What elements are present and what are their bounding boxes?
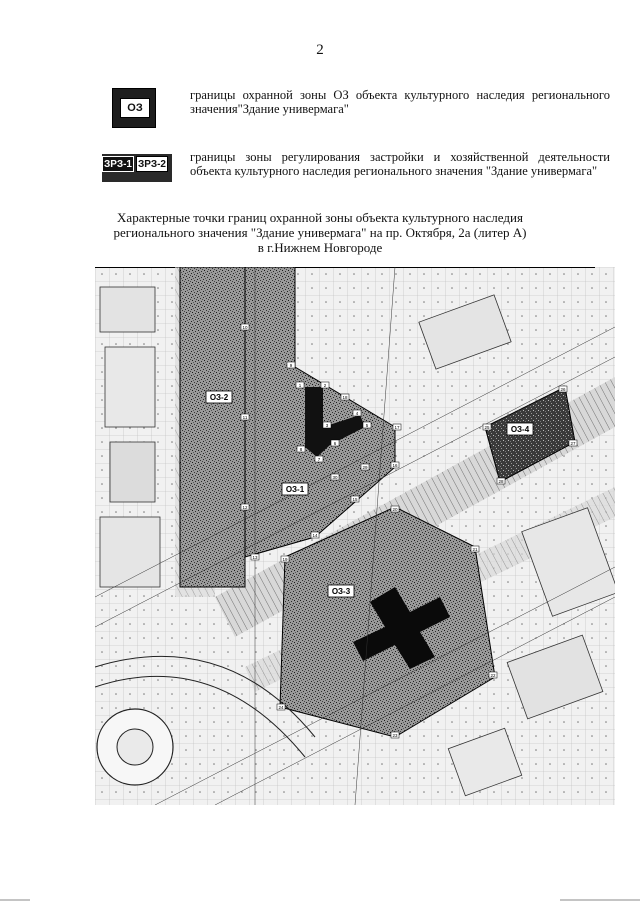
point-marker-number: 19 (282, 557, 288, 562)
point-marker-number: 28 (498, 479, 504, 484)
page-number: 2 (316, 42, 324, 58)
zone-label-oz2 (206, 391, 232, 403)
point-marker-number: 24 (278, 705, 284, 710)
point-marker-number: 4 (355, 411, 359, 416)
zone-label-oz3-text: ОЗ-3 (331, 587, 351, 596)
point-marker-number: 20 (392, 507, 398, 512)
legend-text-oz: границы охранной зоны ОЗ объекта культурного наследия регионального значения"Здание универмага" (190, 88, 610, 116)
zone-label-oz4-text: ОЗ-4 (510, 425, 530, 434)
cadastral-map (95, 267, 615, 805)
point-marker-number: 21 (472, 547, 478, 552)
point-marker-number: 8 (299, 447, 303, 452)
point-marker-number: 29 (362, 465, 368, 470)
scan-edge (0, 895, 640, 905)
zone-label-oz3 (328, 585, 354, 597)
map-caption (60, 210, 580, 255)
point-marker-number: 18 (342, 395, 348, 400)
point-marker-number: 9 (289, 363, 293, 368)
point-marker-number: 27 (570, 441, 576, 446)
point-marker-number: 23 (392, 733, 398, 738)
point-marker-number: 13 (252, 555, 258, 560)
zrz1-symbol-label: ЗРЗ-1 (102, 156, 134, 172)
zone-label-oz4 (507, 423, 533, 435)
point-marker-number: 14 (312, 533, 318, 538)
point-marker-number: 30 (332, 475, 338, 480)
zone-oz2 (180, 267, 245, 587)
point-marker-number: 3 (325, 423, 329, 428)
point-marker-number: 22 (490, 673, 496, 678)
caption-line-2: регионального значения "Здание универмага" на пр. Октября, 2а (литер А) (113, 225, 527, 240)
point-marker-number: 2 (323, 383, 327, 388)
zone-label-oz2-text: ОЗ-2 (209, 393, 229, 402)
point-marker-number: 17 (394, 425, 400, 430)
point-marker-number: 26 (560, 387, 566, 392)
caption-line-3: в г.Нижнем Новгороде (257, 240, 383, 255)
point-marker-number: 16 (392, 463, 398, 468)
point-marker-number: 11 (242, 415, 248, 420)
legend-item-zrz (100, 150, 610, 198)
oz-symbol-label: ОЗ (120, 98, 150, 118)
point-marker-number: 25 (484, 425, 490, 430)
point-marker-number: 1 (298, 383, 302, 388)
zone-label-oz1 (282, 483, 308, 495)
legend-item-oz (100, 88, 610, 134)
oz-zone-symbol (112, 88, 156, 128)
point-marker-number: 10 (242, 325, 248, 330)
zone-label-oz1-text: ОЗ-1 (285, 485, 305, 494)
point-marker-number: 12 (242, 505, 248, 510)
point-marker-number: 7 (317, 457, 321, 462)
point-marker-number: 15 (352, 497, 358, 502)
zrz2-symbol-label: ЗРЗ-2 (136, 156, 168, 172)
caption-line-1: Характерные точки границ охранной зоны объекта культурного наследия (117, 210, 523, 225)
point-marker-number: 6 (333, 441, 337, 446)
point-marker-number: 5 (365, 423, 369, 428)
legend-text-zrz: границы зоны регулирования застройки и хозяйственной деятельности объекта культурного наследия регионального значения "Здание универмага" (190, 150, 610, 178)
